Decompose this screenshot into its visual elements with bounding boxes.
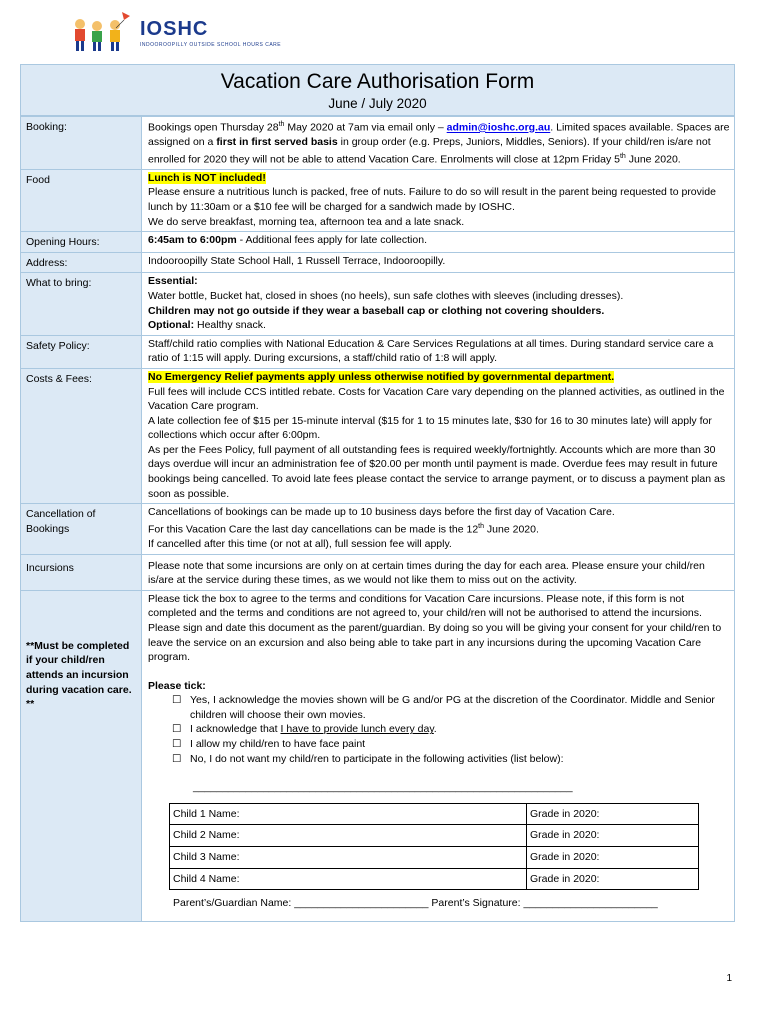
what-to-bring-text: Essential: Water bottle, Bucket hat, closed in shoes (no heels), sun safe clothes with sleeves (including dresses). Children may not go outside if they wear a baseball cap or clothing not covering shoulders. Optional: Healthy snack. (148, 275, 624, 332)
safety-policy-label: Safety Policy: (21, 336, 142, 368)
authorisation-form (20, 64, 735, 922)
what-to-bring-label: What to bring: (21, 273, 142, 334)
signature-line[interactable]: Parent’s/Guardian Name: _______________________ Parent’s Signature: _______________________ (173, 897, 658, 910)
address-text: Indooroopilly State School Hall, 1 Russell Terrace, Indooroopilly. (148, 254, 446, 267)
form-subtitle: June / July 2020 (328, 96, 427, 111)
address-row (21, 252, 734, 273)
checkbox-movies[interactable]: ☐ (172, 694, 182, 707)
incursions-row (21, 554, 734, 590)
child-name-cell[interactable]: Child 2 Name: (170, 825, 527, 847)
costs-fees-label: Costs & Fees: (21, 369, 142, 503)
address-label: Address: (21, 253, 142, 273)
booking-row (21, 116, 734, 169)
consent-row (21, 590, 734, 921)
what-to-bring-row (21, 272, 734, 334)
tick-lunch: ☐ I acknowledge that I have to provide lunch every day. (172, 723, 437, 736)
food-highlight: Lunch is NOT included! (148, 171, 266, 184)
opening-hours-row (21, 231, 734, 252)
tick-movies: ☐ Yes, I acknowledge the movies shown will be G and/or PG at the discretion of the Coordinator. Middle and Senior children will choose their own movies. (172, 694, 715, 721)
checkbox-lunch[interactable]: ☐ (172, 723, 182, 736)
booking-text: Bookings open Thursday 28th May 2020 at 7am via email only – admin@ioshc.org.au. Limited spaces available. Spaces are assigned on a first in first served basis in group order (e.g. Preps, Juniors, Middles, Seniors). If your child/ren is/are not enrolled for 2020 they will not be able to attend Vacation Care. Enrolments will close at 12pm Friday 5th June 2020. (148, 121, 730, 166)
cancellation-text: Cancellations of bookings can be made up to 10 business days before the first day of Vacation Care. For this Vacation Care the last day cancellations can be made is the 12th June 2020. If cancelled after this time (or not at all), full session fee will apply. (148, 506, 615, 550)
child-name-cell[interactable]: Child 1 Name: (170, 803, 527, 825)
child-grade-cell[interactable]: Grade in 2020: (527, 847, 699, 869)
costs-fees-text: No Emergency Relief payments apply unless otherwise notified by governmental department. Full fees will include CCS intitled rebate. Costs for Vacation Care vary depending on the planned activities, as outlined in the Vacation Care program. A late collection fee of $15 per 15-minute interval ($15 for 1 to 15 minutes late, $30 for 16 to 30 minutes late) will apply for collections which occur after 6:00pm. As per the Fees Policy, full payment of all outstanding fees is required weekly/fortnightly. Accounts which are more than 30 days overdue will incur an administration fee of $20.00 per month until payment is made. Overdue fees may result in future bookings being cancelled. To avoid late fees please contact the service to arrange payment, or to discuss a payment plan as soon as possible. (148, 370, 726, 500)
consent-intro: Please tick the box to agree to the terms and conditions for Vacation Care incursions. Please note, if this form is not completed and the terms and conditions are not agreed to, your child/ren will not be authorised to attend the incursions. Please sign and date this document as the parent/guardian. By doing so you will be giving your consent for your child/ren to leave the service on an excursion and also being able to take part in any incursions during the upcoming Vacation Care program. (148, 592, 722, 664)
form-header (21, 65, 734, 116)
costs-highlight: No Emergency Relief payments apply unless otherwise notified by governmental department. (148, 370, 615, 383)
table-row (170, 825, 699, 847)
consent-section (142, 591, 734, 921)
child-grade-cell[interactable]: Grade in 2020: (527, 803, 699, 825)
children-logo-icon (70, 10, 136, 54)
activities-line[interactable]: _________________________________________________________________ (193, 781, 573, 794)
table-row (170, 803, 699, 825)
please-tick-heading: Please tick: (148, 679, 206, 692)
incursions-text: Please note that some incursions are only on at certain times during the day for each area. Please ensure your child/ren is/are at the service during these times, as we would not like them to miss out on the activity. (148, 559, 705, 587)
food-label: Food (21, 170, 142, 231)
tick-no-participation: ☐ No, I do not want my child/ren to participate in the following activities (list below): (172, 752, 564, 765)
food-text: Lunch is NOT included! Please ensure a nutritious lunch is packed, free of nuts. Failure to do so will result in the parent being requested to provide lunch by 11:30am or a $10 fee will be charged for a sandwich made by IOSHC. We do serve breakfast, morning tea, afternoon tea and a late snack. (148, 171, 716, 228)
table-row (170, 847, 699, 869)
opening-hours-label: Opening Hours: (21, 232, 142, 252)
ioshc-logo (70, 6, 290, 52)
safety-policy-text: Staff/child ratio complies with National Education & Care Services Regulations at all times. During standard service care a ratio of 1:15 will apply. During excursions, a staff/child ratio of 1:8 will apply. (148, 337, 714, 365)
tick-face-paint: ☐ I allow my child/ren to have face paint (172, 738, 366, 751)
cancellation-label: Cancellation of Bookings (21, 504, 142, 553)
opening-hours-text: 6:45am to 6:00pm - Additional fees apply for late collection. (148, 234, 427, 247)
checkbox-no-participation[interactable]: ☐ (172, 752, 182, 765)
booking-label: Booking: (21, 117, 142, 169)
email-link[interactable]: admin@ioshc.org.au (446, 121, 551, 134)
page-number: 1 (726, 973, 732, 984)
children-table (169, 803, 699, 890)
incursions-label: Incursions (21, 555, 142, 590)
checkbox-face-paint[interactable]: ☐ (172, 738, 182, 751)
safety-policy-row (21, 335, 734, 368)
brand-tagline: INDOOROOPILLY OUTSIDE SCHOOL HOURS CARE (140, 42, 282, 48)
table-row (170, 868, 699, 890)
child-grade-cell[interactable]: Grade in 2020: (527, 825, 699, 847)
brand-name: IOSHC (140, 18, 209, 40)
child-grade-cell[interactable]: Grade in 2020: (527, 868, 699, 890)
form-title: Vacation Care Authorisation Form (220, 70, 535, 93)
child-name-cell[interactable]: Child 3 Name: (170, 847, 527, 869)
cancellation-row (21, 503, 734, 553)
consent-label: **Must be completed if your child/ren attends an incursion during vacation care. ** (21, 591, 142, 921)
food-row (21, 169, 734, 231)
child-name-cell[interactable]: Child 4 Name: (170, 868, 527, 890)
costs-fees-row (21, 368, 734, 503)
